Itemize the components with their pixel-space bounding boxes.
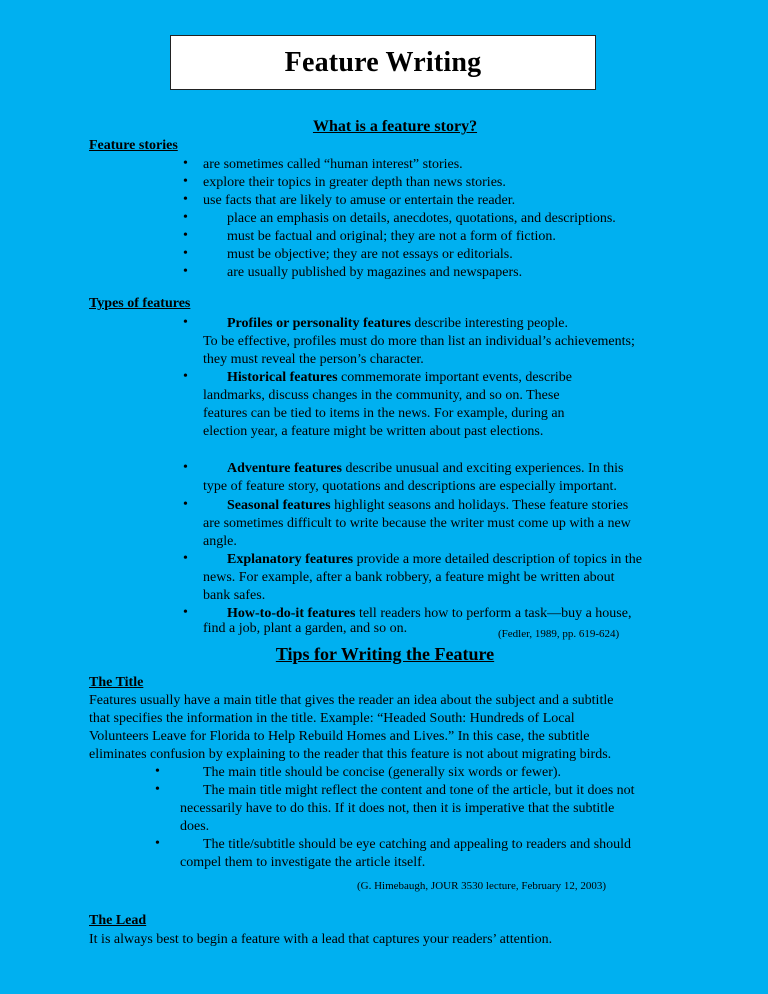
paragraph-line: Features usually have a main title that gives the reader an idea about the subject and a subtitle [89, 693, 614, 708]
bullet-icon: • [183, 315, 188, 330]
feature-term: Seasonal features [227, 498, 331, 513]
list-item-line: compel them to investigate the article itself. [180, 855, 426, 870]
paragraph-line: eliminates confusion by explaining to the reader that this feature is not about migrating birds. [89, 747, 612, 762]
label-the-lead: The Lead [89, 913, 147, 928]
paragraph-line: Volunteers Leave for Florida to Help Rebuild Homes and Lives.” In this case, the subtitle [89, 729, 590, 744]
feature-desc-line: To be effective, profiles must do more than list an individual’s achievements; [203, 334, 635, 349]
bullet-icon: • [183, 246, 188, 261]
label-feature-stories: Feature stories [89, 138, 178, 153]
lead-paragraph: It is always best to begin a feature with a lead that captures your readers’ attention. [89, 932, 553, 947]
feature-desc: commemorate important events, describe [337, 370, 572, 385]
bullet-icon: • [155, 782, 160, 797]
list-item [227, 460, 623, 478]
section-heading-tips: Tips for Writing the Feature [275, 644, 495, 664]
feature-desc: highlight seasons and holidays. These feature stories [330, 498, 629, 513]
feature-term: How-to-do-it features [227, 606, 356, 621]
bullet-icon: • [183, 156, 188, 171]
list-item [227, 315, 568, 333]
bullet-icon: • [183, 369, 188, 384]
feature-desc-line: find a job, plant a garden, and so on. [203, 621, 408, 636]
feature-desc-line: features can be tied to items in the news. For example, during an [203, 406, 565, 421]
list-item: The main title might reflect the content and tone of the article, but it does not [203, 783, 635, 798]
section-heading-what-is: What is a feature story? [312, 118, 478, 135]
list-item: use facts that are likely to amuse or entertain the reader. [203, 193, 516, 208]
citation-himebaugh: (G. Himebaugh, JOUR 3530 lecture, February 12, 2003) [357, 880, 606, 892]
list-item [227, 497, 628, 515]
citation-fedler: (Fedler, 1989, pp. 619-624) [498, 628, 620, 640]
feature-desc-line: type of feature story, quotations and descriptions are especially important. [203, 479, 617, 494]
feature-desc: describe interesting people. [410, 316, 568, 331]
list-item: are sometimes called “human interest” stories. [203, 157, 463, 172]
bullet-icon: • [183, 174, 188, 189]
list-item: place an emphasis on details, anecdotes, quotations, and descriptions. [227, 211, 616, 226]
feature-term: Adventure features [227, 461, 342, 476]
list-item: The main title should be concise (generally six words or fewer). [203, 765, 562, 780]
title-box [170, 35, 596, 90]
page-title: Feature Writing [284, 46, 482, 78]
feature-desc-line: election year, a feature might be written about past elections. [203, 424, 544, 439]
list-item-line: does. [180, 819, 210, 834]
bullet-icon: • [183, 497, 188, 512]
list-item: are usually published by magazines and newspapers. [227, 265, 523, 280]
list-item: The title/subtitle should be eye catching and appealing to readers and should [203, 837, 632, 852]
bullet-icon: • [183, 264, 188, 279]
bullet-icon: • [183, 460, 188, 475]
feature-desc-line: bank safes. [203, 588, 266, 603]
feature-term: Historical features [227, 370, 338, 385]
list-item: explore their topics in greater depth than news stories. [203, 175, 506, 190]
feature-desc: tell readers how to perform a task—buy a house, [355, 606, 632, 621]
bullet-icon: • [183, 228, 188, 243]
list-item-line: necessarily have to do this. If it does not, then it is imperative that the subtitle [180, 801, 615, 816]
bullet-icon: • [183, 192, 188, 207]
list-item [227, 551, 642, 569]
feature-term: Profiles or personality features [227, 316, 411, 331]
list-item [227, 369, 572, 387]
feature-desc-line: landmarks, discuss changes in the community, and so on. These [203, 388, 560, 403]
feature-desc-line: angle. [203, 534, 237, 549]
feature-term: Explanatory features [227, 552, 354, 567]
list-item: must be objective; they are not essays or editorials. [227, 247, 513, 262]
feature-desc-line: they must reveal the person’s character. [203, 352, 424, 367]
label-the-title: The Title [89, 675, 144, 690]
bullet-icon: • [155, 836, 160, 851]
feature-desc-line: are sometimes difficult to write because the writer must come up with a new [203, 516, 631, 531]
bullet-icon: • [183, 210, 188, 225]
label-types-of-features: Types of features [89, 296, 191, 311]
feature-desc-line: news. For example, after a bank robbery, a feature might be written about [203, 570, 615, 585]
feature-desc: describe unusual and exciting experiences. In this [341, 461, 624, 476]
paragraph-line: that specifies the information in the title. Example: “Headed South: Hundreds of Local [89, 711, 575, 726]
bullet-icon: • [155, 764, 160, 779]
list-item: must be factual and original; they are not a form of fiction. [227, 229, 556, 244]
feature-desc: provide a more detailed description of topics in the [353, 552, 642, 567]
bullet-icon: • [183, 551, 188, 566]
bullet-icon: • [183, 605, 188, 620]
